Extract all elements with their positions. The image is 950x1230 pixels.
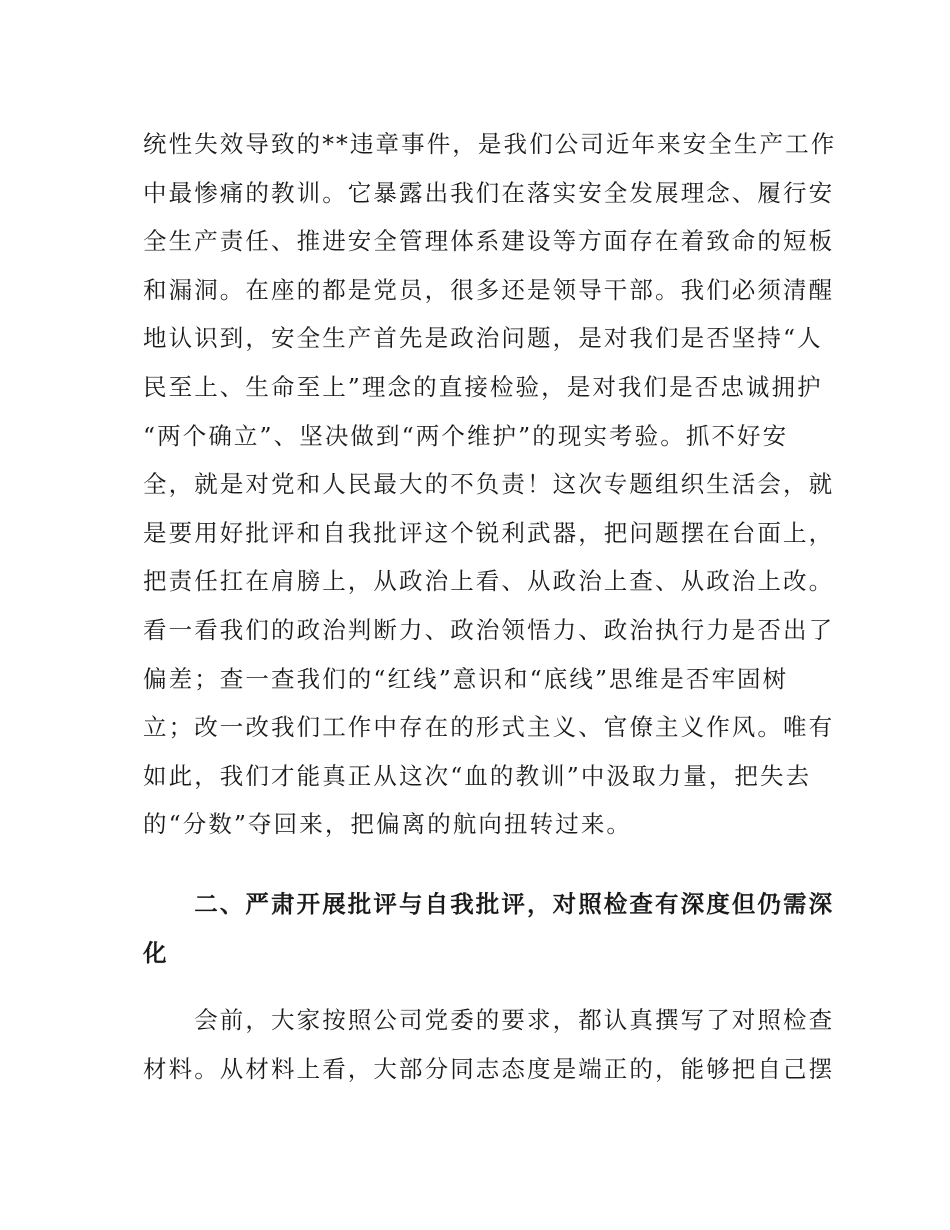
body-paragraph — [143, 996, 835, 1093]
text-line: 全，就是对党和人民最大的不负责！这次专题组织生活会，就 — [143, 470, 835, 499]
body-paragraph — [143, 120, 837, 849]
text-line: 是要用好批评和自我批评这个锐利武器，把问题摆在台面上， — [143, 518, 835, 547]
text-line: 如此，我们才能真正从这次“血的教训”中汲取力量，把失去 — [143, 761, 812, 790]
text-line: “两个确立”、坚决做到“两个维护”的现实考验。抓不好安 — [143, 421, 789, 450]
text-line: 统性失效导致的**违章事件，是我们公司近年来安全生产工作 — [143, 130, 837, 158]
section-heading — [143, 880, 835, 978]
text-line: 会前，大家按照公司党委的要求，都认真撰写了对照检查 — [143, 1006, 835, 1034]
text-line: 中最惨痛的教训。它暴露出我们在落实安全发展理念、履行安 — [143, 178, 835, 207]
text-line: 的“分数”夺回来，把偏离的航向扭转过来。 — [143, 810, 633, 839]
text-line: 材料。从材料上看，大部分同志态度是端正的，能够把自己摆 — [143, 1054, 835, 1083]
text-line: 看一看我们的政治判断力、政治领悟力、政治执行力是否出了 — [143, 615, 835, 644]
text-line: 和漏洞。在座的都是党员，很多还是领导干部。我们必须清醒 — [143, 275, 835, 304]
text-line: 偏差；查一查我们的“红线”意识和“底线”思维是否牢固树 — [143, 664, 789, 693]
text-line: 民至上、生命至上”理念的直接检验，是对我们是否忠诚拥护 — [143, 372, 823, 401]
text-line: 立；改一改我们工作中存在的形式主义、官僚主义作风。唯有 — [143, 713, 835, 742]
heading-line: 二、严肃开展批评与自我批评，对照检查有深度但仍需深 — [143, 890, 835, 918]
text-line: 地认识到，安全生产首先是政治问题，是对我们是否坚持“人 — [143, 324, 823, 353]
text-line: 全生产责任、推进安全管理体系建设等方面存在着致命的短板 — [143, 227, 835, 256]
heading-line: 化 — [143, 939, 169, 967]
text-line: 把责任扛在肩膀上，从政治上看、从政治上查、从政治上改。 — [143, 567, 835, 596]
